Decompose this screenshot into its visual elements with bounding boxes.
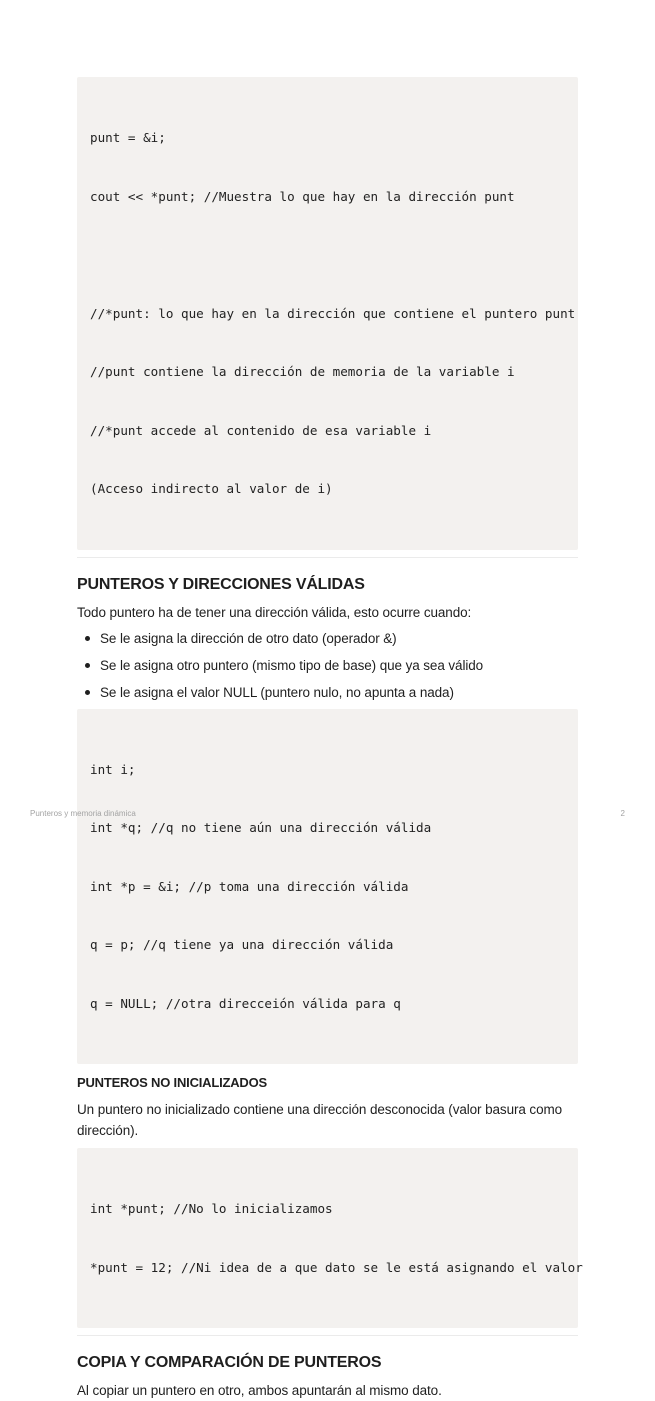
code-line: *punt = 12; //Ni idea de a que dato se le está asignando el valor: [90, 1259, 583, 1275]
section-divider: [77, 557, 578, 558]
code-line: //*punt: lo que hay en la dirección que contiene el puntero punt: [90, 305, 576, 321]
section-divider: [77, 1335, 578, 1336]
code-block-dereference: [77, 77, 578, 550]
section-title-valid-addresses: PUNTEROS Y DIRECCIONES VÁLIDAS: [77, 575, 365, 593]
code-line: //*punt accede al contenido de esa variable i: [90, 422, 432, 438]
code-line: [90, 245, 578, 265]
code-line: cout << *punt; //Muestra lo que hay en la dirección punt: [90, 188, 515, 204]
list-item: [100, 682, 578, 703]
list-item: [100, 655, 578, 676]
code-line: int *punt; //No lo inicializamos: [90, 1201, 333, 1216]
list-item: [100, 628, 578, 649]
code-line: int *p = &i; //p toma una dirección válida: [90, 878, 409, 894]
code-line: (Acceso indirecto al valor de i): [90, 481, 333, 496]
footer-page-number: 2: [620, 809, 625, 818]
bullet-icon: [85, 663, 90, 668]
code-line: q = p; //q tiene ya una dirección válida: [90, 937, 394, 952]
bullet-icon: [85, 636, 90, 641]
list-item-text: Se le asigna otro puntero (mismo tipo de base) que ya sea válido: [100, 657, 484, 673]
code-block-uninitialized: [77, 1148, 583, 1328]
subsection-paragraph: Un puntero no inicializado contiene una dirección desconocida (valor basura como dirección).: [77, 1102, 563, 1138]
code-line: int i;: [90, 761, 136, 777]
code-line: //punt contiene la dirección de memoria de la variable i: [90, 364, 515, 379]
section-paragraph: Al copiar un puntero en otro, ambos apuntarán al mismo dato.: [77, 1383, 442, 1398]
code-line: punt = &i;: [90, 130, 166, 145]
list-item-text: Se le asigna el valor NULL (puntero nulo, no apunta a nada): [100, 684, 454, 700]
code-block-valid-addresses: [77, 709, 578, 1065]
section-intro-paragraph: Todo puntero ha de tener una dirección válida, esto ocurre cuando:: [77, 604, 472, 620]
document-content: [77, 77, 583, 1401]
valid-address-list: [77, 628, 578, 703]
section-title-copy-compare: COPIA Y COMPARACIÓN DE PUNTEROS: [77, 1354, 382, 1371]
subsection-title-uninitialized: PUNTEROS NO INICIALIZADOS: [77, 1075, 268, 1090]
bullet-icon: [85, 690, 90, 695]
list-item-text: Se le asigna la dirección de otro dato (operador &): [100, 630, 397, 646]
code-line: q = NULL; //otra direcceión válida para q: [90, 995, 401, 1011]
footer-document-title: Punteros y memoria dinámica: [30, 809, 136, 818]
code-line: int *q; //q no tiene aún una dirección válida: [90, 820, 432, 835]
